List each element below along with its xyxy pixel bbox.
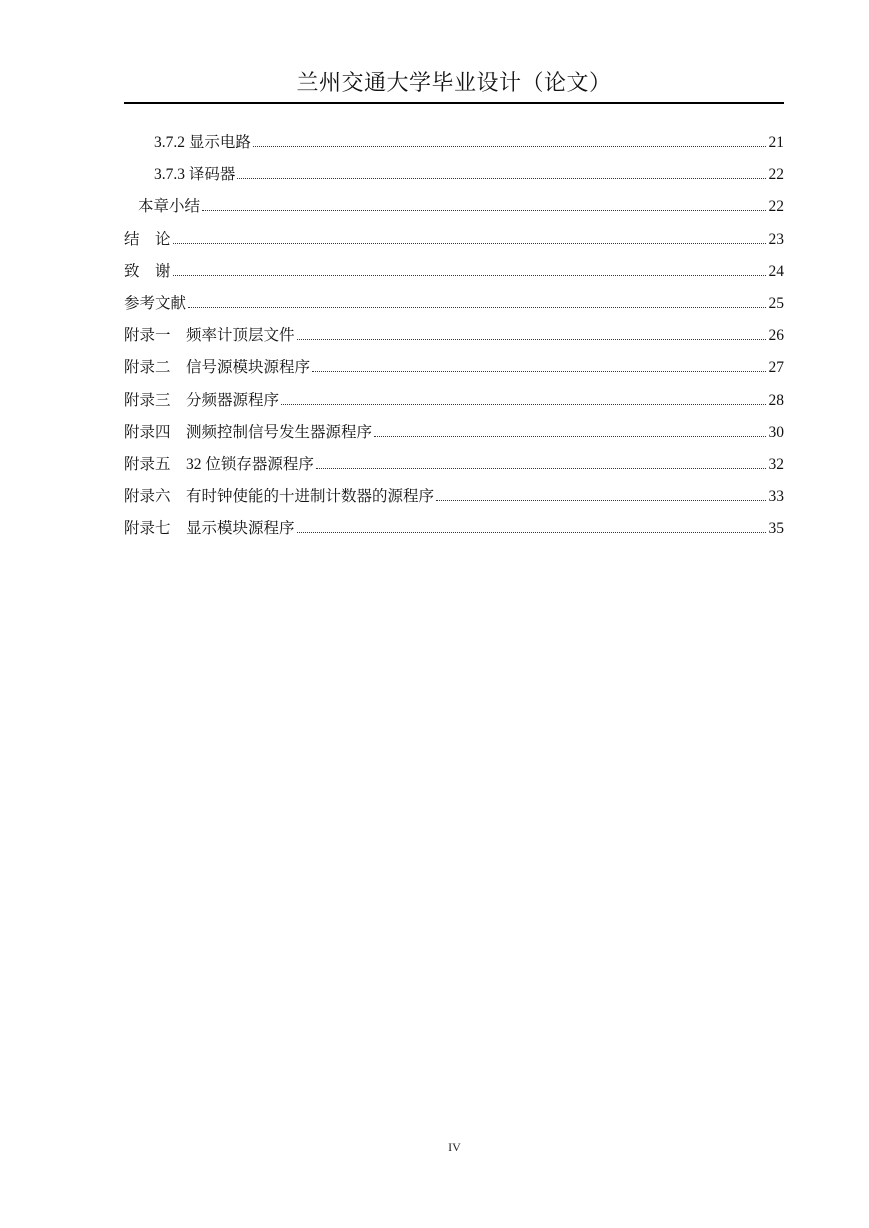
toc-leader-dots <box>173 275 766 276</box>
page-header-title: 兰州交通大学毕业设计（论文） <box>296 71 612 96</box>
toc-entry-page: 35 <box>768 520 784 538</box>
toc-entry-label: 附录七 显示模块源程序 <box>124 520 295 538</box>
toc-entry-page: 23 <box>768 230 784 248</box>
toc-entry-page: 26 <box>768 327 784 345</box>
toc-leader-dots <box>316 468 766 469</box>
toc-entry[interactable] <box>124 484 784 516</box>
page-number: IV <box>448 1140 461 1154</box>
toc-entry[interactable] <box>124 194 784 226</box>
toc-entry-page: 33 <box>768 488 784 506</box>
toc-entry[interactable] <box>124 162 784 194</box>
toc-entry-label: 参考文献 <box>124 294 187 312</box>
toc-entry-label: 附录六 有时钟使能的十进制计数器的源程序 <box>124 488 435 506</box>
toc-entry-label: 附录五 32 位锁存器源程序 <box>124 455 314 473</box>
toc-entry-label: 附录一 频率计顶层文件 <box>124 327 295 345</box>
toc-entry-page: 22 <box>768 198 784 216</box>
toc-leader-dots <box>297 532 766 533</box>
toc-leader-dots <box>436 500 766 501</box>
toc-entry-page: 21 <box>768 134 784 151</box>
toc-entry-label: 附录四 测频控制信号发生器源程序 <box>124 423 373 441</box>
toc-entry-page: 22 <box>768 166 784 184</box>
toc-leader-dots <box>374 436 766 437</box>
toc-entry[interactable] <box>124 323 784 355</box>
toc-entry-label: 本章小结 <box>138 198 201 216</box>
toc-leader-dots <box>281 404 766 405</box>
toc-entry-page: 30 <box>768 423 784 441</box>
toc-entry[interactable] <box>124 259 784 291</box>
toc-entry-page: 32 <box>768 455 784 473</box>
toc-entry[interactable] <box>124 420 784 452</box>
toc-entry-page: 24 <box>768 262 784 280</box>
toc-leader-dots <box>202 210 766 211</box>
toc-entry-label: 致 谢 <box>124 262 171 280</box>
toc-entry-label: 3.7.3 译码器 <box>154 166 236 184</box>
toc-leader-dots <box>188 307 766 308</box>
toc-entry[interactable] <box>124 516 784 548</box>
toc-entry-label: 附录三 分频器源程序 <box>124 391 280 409</box>
toc-entry[interactable] <box>124 291 784 323</box>
toc-entry[interactable] <box>124 388 784 420</box>
toc-entry-label: 附录二 信号源模块源程序 <box>124 359 311 377</box>
toc-entry-label: 结 论 <box>124 230 171 248</box>
toc-leader-dots <box>237 178 766 179</box>
toc-entry[interactable] <box>124 130 784 162</box>
table-of-contents <box>124 130 784 548</box>
toc-entry[interactable] <box>124 452 784 484</box>
toc-leader-dots <box>312 371 766 372</box>
toc-entry-page: 28 <box>768 391 784 409</box>
toc-leader-dots <box>253 146 766 147</box>
toc-entry-page: 27 <box>768 359 784 377</box>
toc-entry-label: 3.7.2 显示电路 <box>154 134 251 151</box>
toc-entry[interactable] <box>124 227 784 259</box>
toc-leader-dots <box>173 243 766 244</box>
toc-entry-page: 25 <box>768 294 784 312</box>
header-divider <box>124 102 784 104</box>
toc-leader-dots <box>297 339 766 340</box>
toc-entry[interactable] <box>124 355 784 387</box>
